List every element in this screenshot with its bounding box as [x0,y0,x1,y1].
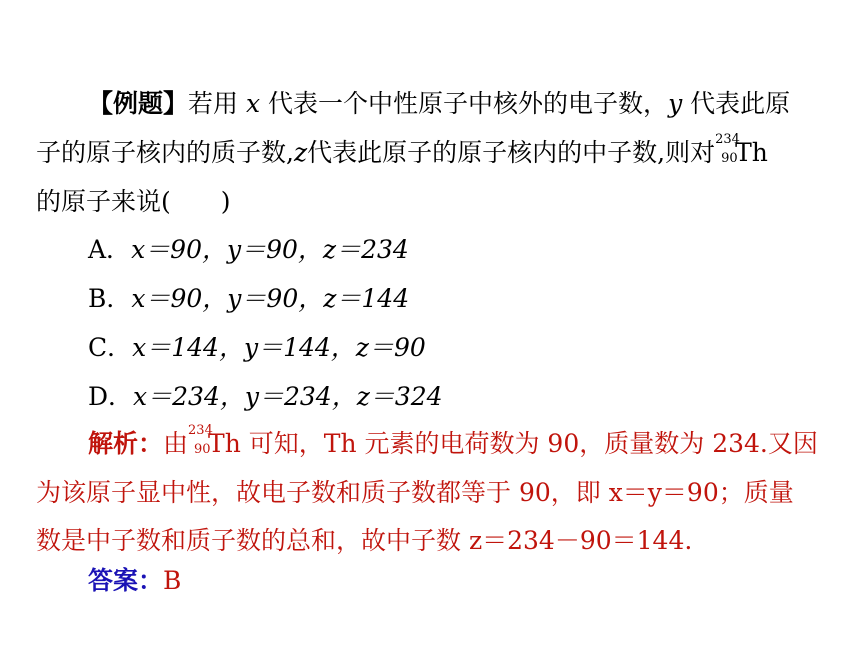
option-label: D． [88,382,134,411]
answer-line [88,564,181,598]
atomic-number: 90 [194,442,211,457]
nuclide-symbol [188,423,241,461]
question-text: 代表一个中性原子中核外的电子数， [268,89,669,118]
analysis-text: 数是中子数和质子数的总和，故中子数 z＝234－90＝144. [36,526,693,555]
element-symbol: Th [735,138,768,167]
analysis-text: 为该原子显中性，故电子数和质子数都等于 90，即 x＝y＝90；质量 [36,478,794,507]
question-text: 若用 [188,89,239,118]
mass-number: 234 [715,132,740,147]
atomic-number: 90 [721,151,738,166]
option-label: A． [88,235,132,264]
answer-label: 答案： [88,566,164,595]
option-c [88,331,426,365]
option-text: x＝234，y＝234，z＝324 [133,382,443,411]
option-a [88,233,409,267]
variable-y: y [668,89,683,118]
mass-number: 234 [188,423,213,438]
analysis-text: 由 [163,429,189,458]
example-tag: 【例题】 [88,89,189,118]
option-label: C． [88,333,133,362]
option-text: x＝144，y＝144，z＝90 [132,333,426,362]
analysis-line-2 [36,476,794,510]
question-line-1 [88,87,790,121]
option-label: B． [88,284,132,313]
question-text: 的原子来说( ) [36,187,231,216]
option-text: x＝90，y＝90，z＝144 [131,284,410,313]
question-text: 代表此原 [690,89,791,118]
question-line-3 [36,185,231,219]
question-text: 代表此原子的原子核内的中子数,则对 [307,138,716,167]
question-text: 子的原子核内的质子数, [36,138,294,167]
answer-value: B [163,566,182,595]
option-d [88,380,443,414]
analysis-label: 解析： [88,429,164,458]
variable-z: z [293,138,308,167]
variable-x: x [245,89,261,118]
analysis-line-3 [36,524,692,558]
analysis-text: 可知，Th 元素的电荷数为 90，质量数为 234.又因 [248,429,818,458]
option-text: x＝90，y＝90，z＝234 [131,235,409,264]
question-line-2 [36,132,768,170]
option-b [88,282,409,316]
analysis-line-1 [88,423,818,461]
nuclide-symbol [715,132,768,170]
element-symbol: Th [208,429,241,458]
